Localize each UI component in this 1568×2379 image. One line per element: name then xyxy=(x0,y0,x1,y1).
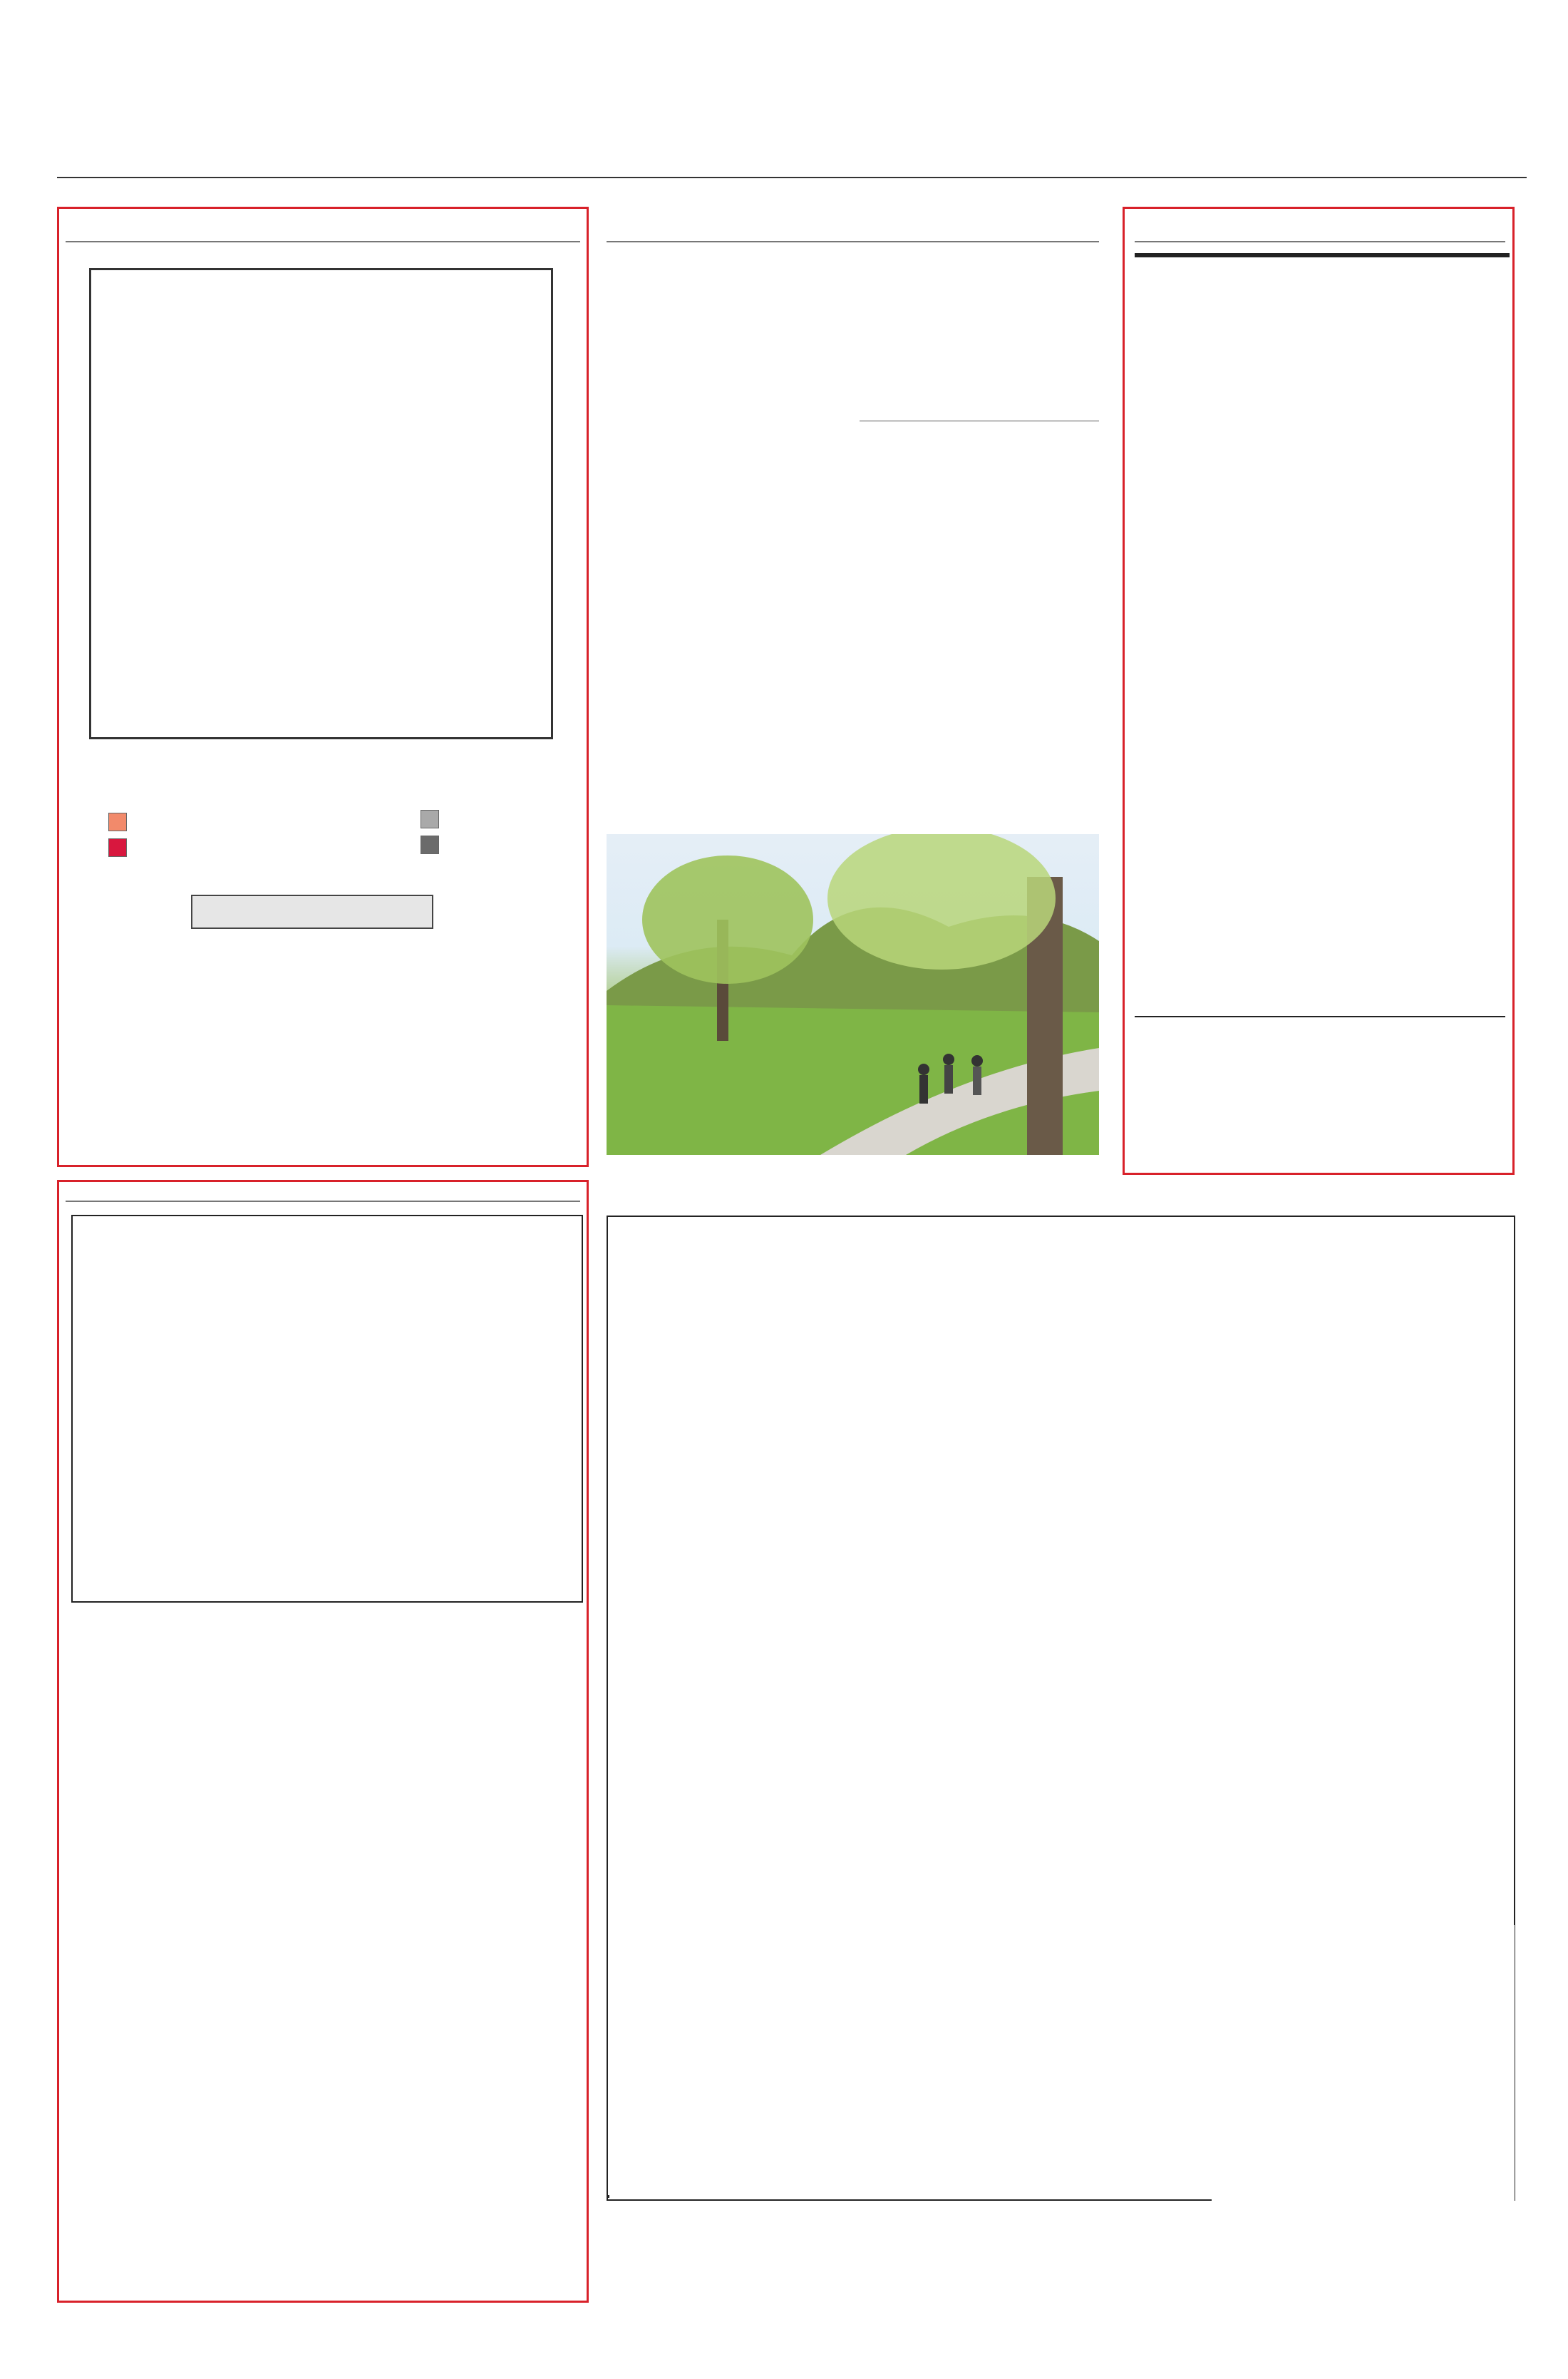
legend-double-letter xyxy=(421,810,443,828)
swatch-double-word xyxy=(108,813,127,831)
legend-triple-letter xyxy=(421,836,443,854)
park-photo-illustration xyxy=(607,834,1099,1155)
legend-double-word xyxy=(108,813,131,831)
solution-word-boxes xyxy=(607,2195,609,2198)
sudoku-solutions xyxy=(1135,1016,1505,1168)
swatch-double-letter xyxy=(421,810,439,828)
article-col-2 xyxy=(860,371,1099,440)
crossword-grid xyxy=(71,1215,583,1603)
clues-col-1 xyxy=(71,1647,229,1662)
rules-col-3 xyxy=(408,1018,572,1022)
section-rule xyxy=(607,241,1099,242)
sudoku-grid xyxy=(1135,253,1510,257)
scrabble-board xyxy=(89,268,553,739)
legend-triple-word xyxy=(108,838,131,857)
swedish-solution-panel xyxy=(1212,1925,1515,2224)
header-rule xyxy=(57,177,1527,178)
swatch-triple-letter xyxy=(421,836,439,854)
clues-col-3 xyxy=(406,1647,572,1655)
section-rule xyxy=(66,1201,580,1202)
letter-rack xyxy=(191,895,433,929)
swatch-triple-word xyxy=(108,838,127,857)
section-rule xyxy=(66,241,580,242)
park-photo xyxy=(607,834,1099,1155)
article-note xyxy=(860,421,1099,424)
section-rule xyxy=(1135,241,1505,242)
clues-col-2 xyxy=(239,1647,397,1692)
